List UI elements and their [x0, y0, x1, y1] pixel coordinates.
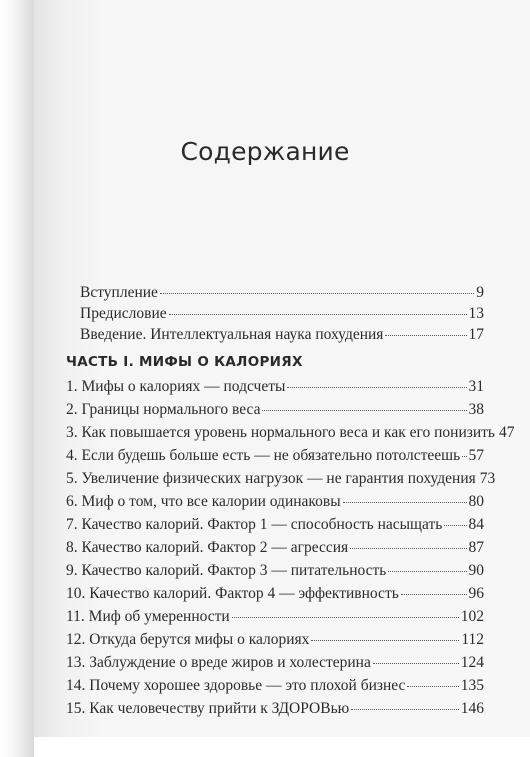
entry-label: 11. Миф об умеренности	[66, 608, 230, 625]
dot-leader	[262, 410, 466, 411]
entry-label: 6. Миф о том, что все калории одинаковы	[66, 493, 341, 510]
entry-page: 9	[476, 284, 484, 301]
toc-entry-chapter-4	[66, 447, 484, 467]
toc-entry-chapter-3	[66, 424, 515, 444]
dot-leader	[385, 335, 466, 336]
toc-entry-chapter-14	[66, 677, 484, 697]
dot-leader	[232, 617, 459, 618]
dot-leader	[343, 502, 467, 503]
entry-label: 15. Как человечеству прийти к ЗДОРОВью	[66, 700, 350, 717]
dot-leader	[462, 456, 466, 457]
entry-label: 12. Откуда берутся мифы о калориях	[66, 631, 310, 648]
toc-entry-front-3	[80, 326, 484, 346]
toc-entry-chapter-9	[66, 562, 484, 582]
entry-page: 47	[499, 424, 515, 441]
part-heading: ЧАСТЬ I. МИФЫ О КАЛОРИЯХ	[66, 354, 303, 370]
entry-label: 5. Увеличение физических нагрузок — не гарантия похудения	[66, 470, 476, 487]
entry-page: 135	[460, 677, 484, 694]
entry-page: 102	[460, 608, 484, 625]
dot-leader	[401, 594, 467, 595]
dot-leader	[311, 640, 459, 641]
page-title: Содержание	[180, 137, 350, 166]
entry-page: 17	[468, 326, 484, 343]
toc-entry-chapter-8	[66, 539, 484, 559]
toc-entry-chapter-6	[66, 493, 484, 513]
toc-entry-chapter-7	[66, 516, 484, 536]
entry-label: 1. Мифы о калориях — подсчеты	[66, 378, 286, 395]
entry-label: 2. Границы нормального веса	[66, 401, 261, 418]
entry-page: 80	[468, 493, 484, 510]
dot-leader	[388, 571, 466, 572]
toc-entry-chapter-11	[66, 608, 484, 628]
toc-entry-chapter-5	[66, 470, 496, 490]
entry-label: 9. Качество калорий. Фактор 3 — питательность	[66, 562, 387, 579]
entry-label: 14. Почему хорошее здоровье — это плохой бизнес	[66, 677, 406, 694]
entry-page: 84	[468, 516, 484, 533]
entry-page: 38	[468, 401, 484, 418]
entry-page: 73	[479, 470, 496, 487]
entry-page: 31	[468, 378, 484, 395]
entry-label: 7. Качество калорий. Фактор 1 — способность насыщать	[66, 516, 443, 533]
toc-entry-front-1	[80, 284, 484, 304]
toc-entry-chapter-10	[66, 585, 484, 605]
dot-leader	[169, 314, 467, 315]
toc-entry-chapter-1	[66, 378, 484, 398]
entry-page: 57	[468, 447, 484, 464]
dot-leader	[350, 548, 466, 549]
toc-entry-front-2	[80, 305, 484, 325]
entry-label: 4. Если будешь больше есть — не обязательно потолстеешь	[66, 447, 461, 464]
entry-label: 10. Качество калорий. Фактор 4 — эффективность	[66, 585, 399, 602]
entry-page: 90	[468, 562, 484, 579]
dot-leader	[351, 709, 459, 710]
binding-shadow	[0, 0, 34, 757]
dot-leader	[287, 387, 466, 388]
entry-page: 96	[468, 585, 484, 602]
entry-page: 146	[460, 700, 484, 717]
dot-leader	[160, 293, 474, 294]
entry-label: 3. Как повышается уровень нормального веса и как его понизить	[66, 424, 495, 441]
dot-leader	[407, 686, 458, 687]
toc-entry-chapter-2	[66, 401, 484, 421]
entry-label: Вступление	[80, 284, 158, 301]
entry-label: Введение. Интеллектуальная наука похудения	[80, 326, 384, 343]
entry-label: Предисловие	[80, 305, 167, 322]
toc-entry-chapter-15	[66, 700, 484, 720]
entry-page: 13	[468, 305, 484, 322]
entry-page: 112	[461, 631, 484, 648]
dot-leader	[444, 525, 466, 526]
dot-leader	[373, 663, 459, 664]
entry-page: 124	[460, 654, 484, 671]
toc-entry-chapter-12	[66, 631, 484, 651]
toc-entry-chapter-13	[66, 654, 484, 674]
entry-label: 8. Качество калорий. Фактор 2 — агрессия	[66, 539, 349, 556]
entry-page: 87	[468, 539, 484, 556]
entry-label: 13. Заблуждение о вреде жиров и холестерина	[66, 654, 371, 671]
